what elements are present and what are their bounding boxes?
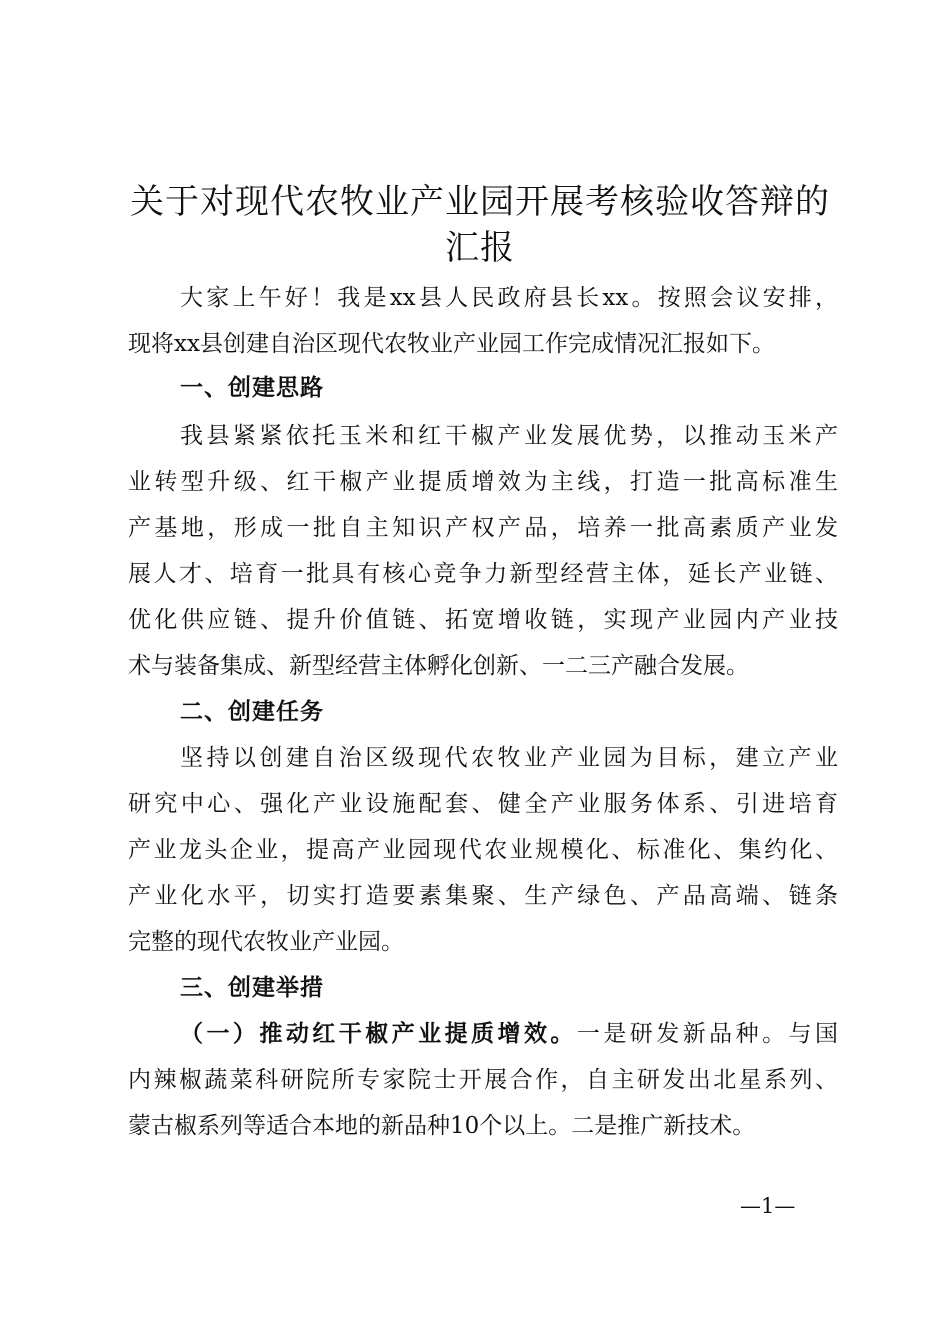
- section3-line-1: [180, 1018, 838, 1050]
- section-heading-3: 三、创建举措: [180, 975, 324, 1001]
- subsection-text: 一是研发新品种。与国: [576, 1021, 839, 1047]
- section1-line-4: 展人才、培育一批具有核心竞争力新型经营主体，延长产业链、: [128, 561, 838, 587]
- subsection-label: （一）推动红干椒产业提质增效。: [180, 1021, 577, 1047]
- section-heading-1: 一、创建思路: [180, 375, 324, 401]
- section3-line-3: 蒙古椒系列等适合本地的新品种10个以上。二是推广新技术。: [128, 1113, 756, 1139]
- section2-line-5: 完整的现代农牧业产业园。: [128, 929, 404, 955]
- section1-line-6: 术与装备集成、新型经营主体孵化创新、一二三产融合发展。: [128, 653, 749, 679]
- section1-line-2: 业转型升级、红干椒产业提质增效为主线，打造一批高标准生: [128, 469, 838, 495]
- section2-line-4: 产业化水平，切实打造要素集聚、生产绿色、产品高端、链条: [128, 883, 838, 909]
- section2-line-3: 产业龙头企业，提高产业园现代农业规模化、标准化、集约化、: [128, 837, 838, 863]
- section2-line-1: 坚持以创建自治区级现代农牧业产业园为目标，建立产业: [180, 745, 838, 771]
- section1-line-5: 优化供应链、提升价值链、拓宽增收链，实现产业园内产业技: [128, 607, 838, 633]
- document-title-line-2: 汇报: [445, 228, 515, 268]
- document-title-line-1: 关于对现代农牧业产业园开展考核验收答辩的: [130, 182, 830, 222]
- intro-line-1: 大家上午好！我是xx县人民政府县长xx。按照会议安排，: [180, 285, 838, 311]
- section-heading-2: 二、创建任务: [180, 699, 324, 725]
- section3-line-2: 内辣椒蔬菜科研院所专家院士开展合作，自主研发出北星系列、: [128, 1067, 838, 1093]
- intro-line-2: 现将xx县创建自治区现代农牧业产业园工作完成情况汇报如下。: [128, 331, 775, 357]
- section1-line-3: 产基地，形成一批自主知识产权产品，培养一批高素质产业发: [128, 515, 838, 541]
- page-number: —1—: [740, 1194, 796, 1218]
- section1-line-1: 我县紧紧依托玉米和红干椒产业发展优势，以推动玉米产: [180, 423, 838, 449]
- section2-line-2: 研究中心、强化产业设施配套、健全产业服务体系、引进培育: [128, 791, 838, 817]
